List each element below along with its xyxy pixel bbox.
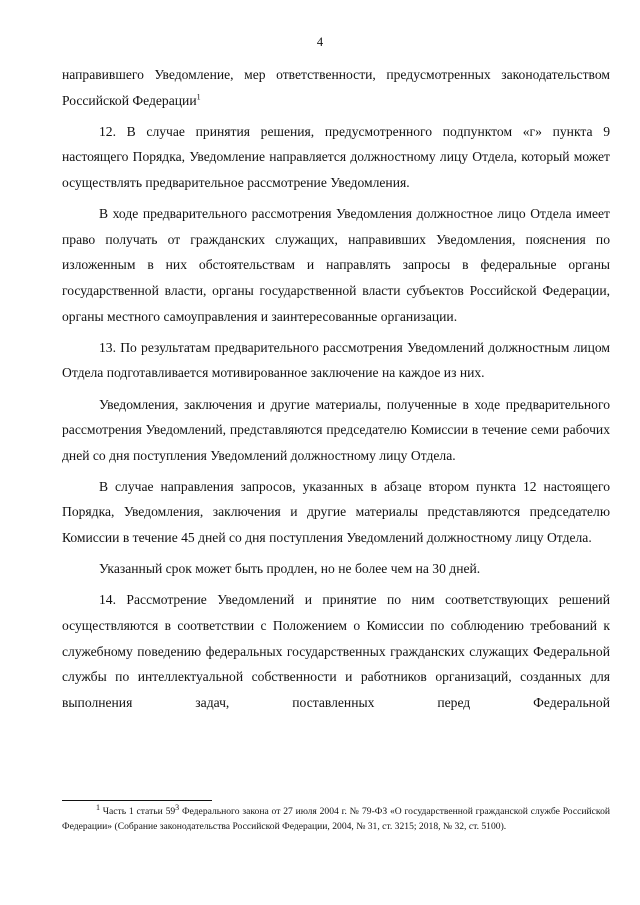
- footnote: [62, 802, 610, 834]
- paragraph-materials-submission: Уведомления, заключения и другие материалы, полученные в ходе предварительного рассмотрения Уведомлений, представляются председателю Комиссии в течение семи рабочих дней со дня поступления Уведомлений должностному лицу Отдела.: [62, 396, 610, 463]
- paragraph-text: направившего Уведомление, мер ответственности, предусмотренных законодательством Российской Федерации: [62, 67, 610, 108]
- footnote-marker: 1: [96, 802, 100, 812]
- paragraph-extension: Указанный срок может быть продлен, но не более чем на 30 дней.: [99, 561, 481, 577]
- paragraph-requests-case: В случае направления запросов, указанных в абзаце втором пункта 12 настоящего Порядка, Уведомления, заключения и другие материалы представляются председателю Комиссии в течение 45 дней со дня поступления Уведомлений должностному лицу Отдела.: [62, 478, 610, 546]
- paragraph-item-14: 14. Рассмотрение Уведомлений и принятие по ним соответствующих решений осуществляются в соответствии с Положением о Комиссии по соблюдению требований к служебному поведению федеральных государственных гражданских служащих Федеральной службы по интеллектуальной собственности и работников организаций, созданных для выполнения задач, поставленных перед Федеральной: [62, 592, 610, 710]
- page-number: 4: [316, 35, 324, 49]
- footnote-reference: 1: [196, 92, 201, 102]
- document-body: [62, 62, 610, 721]
- footnote-text-end: Федерального закона от 27 июля 2004 г. № 79-ФЗ «О государственной гражданской службе Российской Федерации» (Собрание законодательства Российской Федерации, 2004, № 31, ст. 3215; 2018, № 32, ст. 5100).: [62, 806, 610, 832]
- paragraph-continuation: [62, 62, 610, 113]
- paragraph-preliminary-review: В ходе предварительного рассмотрения Уведомления должностное лицо Отдела имеет право получать от гражданских служащих, направивших Уведомления, пояснения по изложенным в них обстоятельствам и направлять запросы в федеральные органы государственной власти, органы государственной власти субъектов Российской Федерации, органы местного самоуправления и заинтересованные организации.: [62, 206, 610, 324]
- footnote-text-start: Часть 1 статьи 59: [100, 806, 176, 817]
- footnote-divider: [62, 800, 212, 801]
- footnote-article-superscript: 3: [175, 802, 180, 812]
- paragraph-item-12: 12. В случае принятия решения, предусмотренного подпунктом «г» пункта 9 настоящего Порядка, Уведомление направляется должностному лицу Отдела, который может осуществлять предварительное рассмотрение Уведомления.: [62, 123, 610, 190]
- paragraph-item-13: 13. По результатам предварительного рассмотрения Уведомлений должностным лицом Отдела подготавливается мотивированное заключение на каждое из них.: [62, 339, 610, 381]
